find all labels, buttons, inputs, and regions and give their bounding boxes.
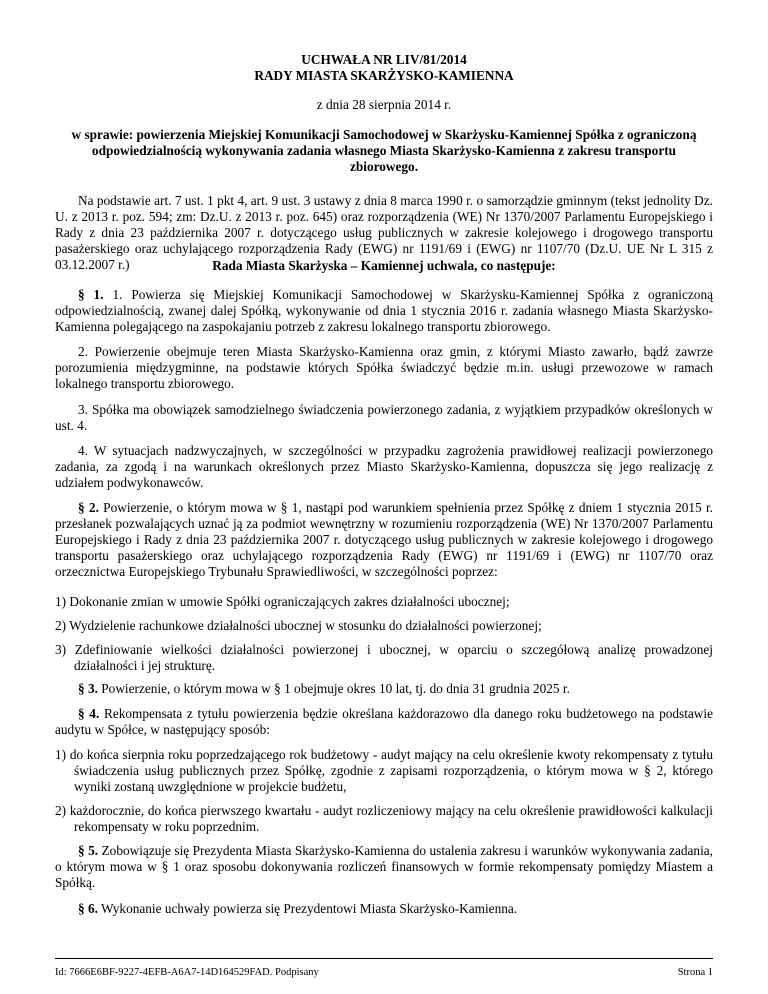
section-1-para-1	[55, 287, 713, 335]
section-4-item-2: 2) każdorocznie, do końca pierwszego kwartału - audyt rozliczeniowy mający na celu określenie prawidłowości kalkulacji rekompensaty w roku poprzednim.	[55, 803, 713, 834]
page-number: Strona 1	[677, 967, 713, 978]
council-resolves: Rada Miasta Skarżyska – Kamiennej uchwala, co następuje:	[212, 258, 556, 273]
section-2-item-1: 1) Dokonanie zmian w umowie Spółki ograniczających zakres działalności ubocznej;	[55, 594, 510, 609]
resolution-date: z dnia 28 sierpnia 2014 r.	[316, 97, 452, 112]
section-1-para-2: 2. Powierzenie obejmuje teren Miasta Skarżysko-Kamienna oraz gmin, z którymi Miasto zawarło, bądź zawrze porozumienia międzygminne, na podstawie których Spółka świadczyć będzie m.in. usługi przewozowe w ramach lokalnego transportu zbiorowego.	[55, 344, 713, 391]
footer-divider	[55, 958, 713, 959]
section-5-mark: § 5.	[78, 843, 99, 858]
section-6	[55, 901, 713, 917]
section-4-mark: § 4.	[78, 706, 100, 721]
resolution-subject: w sprawie: powierzenia Miejskiej Komunikacji Samochodowej w Skarżysku-Kamiennej Spółka z ograniczoną odpowiedzialnością wykonywania zadania własnego Miasta Skarżysko-Kamienna z zakresu transportu zbiorowego.	[71, 127, 697, 174]
section-5-text: Zobowiązuje się Prezydenta Miasta Skarżysko-Kamienna do ustalenia zakresu i warunków wykonywania zadania, o którym mowa w § 1 oraz sposobu dokonywania rozliczeń finansowych w formie rekompensaty pomiędzy Miastem a Spółką.	[55, 843, 713, 890]
section-1-mark: § 1.	[78, 287, 104, 302]
section-1-para-1-text: 1. Powierza się Miejskiej Komunikacji Samochodowej w Skarżysku-Kamiennej Spółka z ograniczoną odpowiedzialnością, zwanej dalej Spółką, wykonywanie od dnia 1 stycznia 2016 r. zadania własnego Miasta Skarżysko-Kamienna polegającego na zaspokajaniu potrzeb z zakresu lokalnego transportu zbiorowego.	[55, 287, 713, 334]
section-3	[55, 681, 713, 697]
council-name: RADY MIASTA SKARŻYSKO-KAMIENNA	[254, 68, 514, 83]
section-4-text: Rekompensata z tytułu powierzenia będzie określana każdorazowo dla danego roku budżetowego na podstawie audytu w Spółce, w następujący sposób:	[55, 706, 714, 737]
section-3-mark: § 3.	[78, 681, 98, 696]
section-1-para-3: 3. Spółka ma obowiązek samodzielnego świadczenia powierzonego zadania, z wyjątkiem przypadków określonych w ust. 4.	[55, 402, 713, 433]
resolution-number: UCHWAŁA NR LIV/81/2014	[301, 52, 467, 67]
section-2-mark: § 2.	[78, 500, 99, 515]
section-2-text: Powierzenie, o którym mowa w § 1, nastąpi pod warunkiem spełnienia przez Spółkę z dniem 1 stycznia 2015 r. przesłanek pozwalających uznać ją za podmiot wewnętrzny w rozumieniu rozporządzenia (WE) Nr 1370/2007 Parlamentu Europejskiego i Rady z dnia 23 października 2007 r. dotyczącego usług publicznych w zakresie kolejowego i drogowego transportu pasażerskiego oraz uchylającego rozporządzenia Rady (EWG) nr 1191/69 i (EWG) nr 1107/70 oraz orzecznictwa Europejskiego Trybunału Sprawiedliwości, w szczególności poprzez:	[55, 500, 713, 579]
section-4-item-1: 1) do końca sierpnia roku poprzedzającego rok budżetowy - audyt mający na celu określenie kwoty rekompensaty z tytułu świadczenia usług publicznych przez Spółkę, zgodnie z zapisami rozporządzenia, o którym mowa w § 2, którego wyniki zostaną uwzględnione w projekcie budżetu,	[55, 747, 713, 794]
section-2	[55, 500, 713, 580]
section-1-para-4: 4. W sytuacjach nadzwyczajnych, w szczególności w przypadku zagrożenia prawidłowej realizacji powierzonego zadania, za zgodą i na warunkach określonych przez Miasto Skarżysko-Kamienna, dopuszcza się jego realizację z udziałem podwykonawców.	[55, 443, 713, 490]
section-2-item-2: 2) Wydzielenie rachunkowe działalności ubocznej w stosunku do działalności powierzonej;	[55, 618, 542, 633]
legal-basis: Na podstawie art. 7 ust. 1 pkt 4, art. 9 ust. 3 ustawy z dnia 8 marca 1990 r. o samorządzie gminnym (tekst jednolity Dz. U. z 2013 r. poz. 594; zm: Dz.U. z 2013 r. poz. 645) oraz rozporządzenia (WE) Nr 1370/2007 Parlamentu Europejskiego i Rady z dnia 23 października 2007 r. dotyczącego usług publicznych w zakresie kolejowego i drogowego transportu pasażerskiego oraz uchylającego rozporządzenia Rady (EWG) nr 1191/69 i (EWG) nr 1107/70 (Dz.U. UE Nr L 315 z 03.12.2007 r.)	[55, 193, 713, 272]
section-2-item-3: 3) Zdefiniowanie wielkości działalności powierzonej i ubocznej, w oparciu o szczegółową analizę prowadzonej działalności i jej strukturę.	[55, 642, 713, 673]
section-3-text: Powierzenie, o którym mowa w § 1 obejmuje okres 10 lat, tj. do dnia 31 grudnia 2025 r.	[97, 681, 570, 696]
section-4	[55, 706, 713, 738]
section-6-text: Wykonanie uchwały powierza się Prezydentowi Miasta Skarżysko-Kamienna.	[97, 901, 518, 916]
document-id: Id: 7666E6BF-9227-4EFB-A6A7-14D164529FAD. Podpisany	[55, 967, 319, 978]
section-6-mark: § 6.	[78, 901, 98, 916]
section-5	[55, 843, 713, 891]
